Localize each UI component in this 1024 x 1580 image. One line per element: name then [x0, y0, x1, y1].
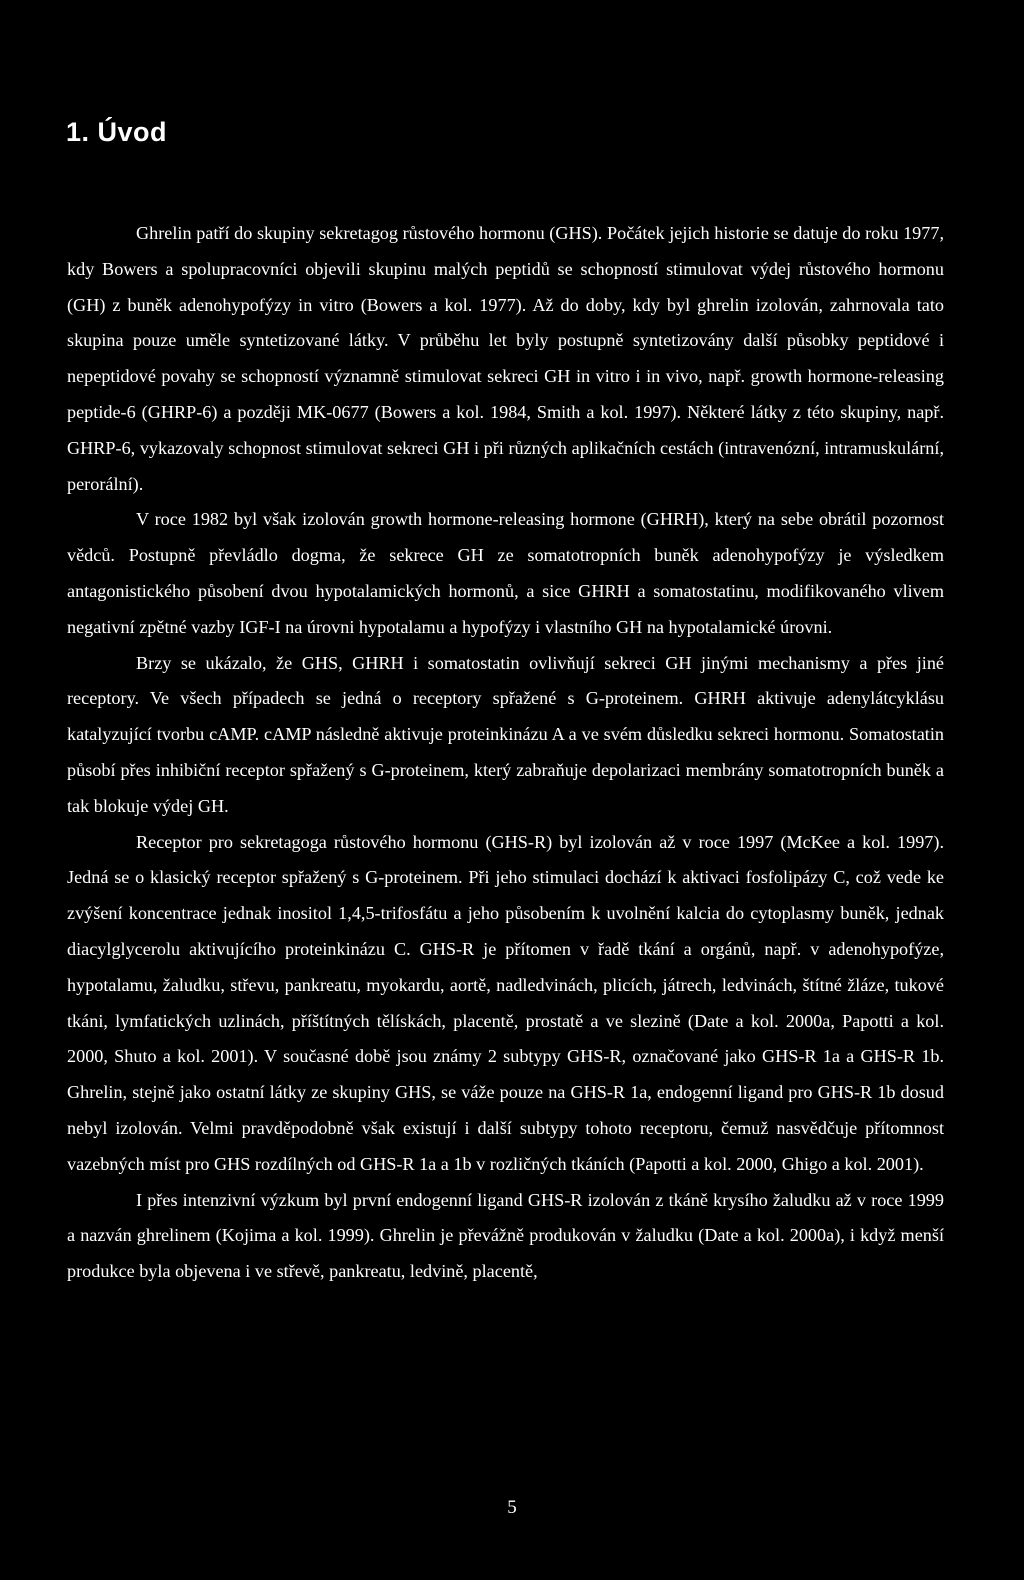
paragraph-5: I přes intenzivní výzkum byl první endogenní ligand GHS-R izolován z tkáně krysího žaludku až v roce 1999 a nazván ghrelinem (Kojima a kol. 1999). Ghrelin je převážně produkován v žaludku (Date a kol. 2000a), i když menší produkce byla objevena i ve střevě, pankreatu, ledvině, placentě,	[67, 1189, 944, 1282]
body-text	[67, 216, 944, 1290]
paragraph-1: Ghrelin patří do skupiny sekretagog růstového hormonu (GHS). Počátek jejich historie se datuje do roku 1977, kdy Bowers a spolupracovníci objevili skupinu malých peptidů se schopností stimulovat výdej růstového hormonu (GH) z buněk adenohypofýzy in vitro (Bowers a kol. 1977). Až do doby, kdy byl ghrelin izolován, zahrnovala tato skupina pouze uměle syntetizované látky. V průběhu let byly postupně syntetizovány další působky peptidové i nepeptidové povahy se schopností významně stimulovat sekreci GH in vitro i in vivo, např. growth hormone-releasing peptide-6 (GHRP-6) a později MK-0677 (Bowers a kol. 1984, Smith a kol. 1997). Některé látky z této skupiny, např. GHRP-6, vykazovaly schopnost stimulovat sekreci GH i při různých aplikačních cestách (intravenózní, intramuskulární, perorální).	[67, 223, 944, 494]
page-number: 5	[507, 1497, 517, 1518]
section-heading: 1. Úvod	[66, 117, 168, 147]
paragraph-4: Receptor pro sekretagoga růstového hormonu (GHS-R) byl izolován až v roce 1997 (McKee a kol. 1997). Jedná se o klasický receptor spřažený s G-proteinem. Při jeho stimulaci dochází k aktivaci fosfolipázy C, což vede ke zvýšení koncentrace jednak inositol 1,4,5-trifosfátu a jeho působením k uvolnění kalcia do cytoplasmy buněk, jednak diacylglycerolu aktivujícího proteinkinázu C. GHS-R je přítomen v řadě tkání a orgánů, např. v adenohypofýze, hypotalamu, žaludku, střevu, pankreatu, myokardu, aortě, nadledvinách, plicích, játrech, ledvinách, štítné žláze, tukové tkáni, lymfatických uzlinách, příštítných tělískách, placentě, prostatě a ve slezině (Date a kol. 2000a, Papotti a kol. 2000, Shuto a kol. 2001). V současné době jsou známy 2 subtypy GHS-R, označované jako GHS-R 1a a GHS-R 1b. Ghrelin, stejně jako ostatní látky ze skupiny GHS, se váže pouze na GHS-R 1a, endogenní ligand pro GHS-R 1b dosud nebyl izolován. Velmi pravděpodobně však existují i další subtypy tohoto receptoru, čemuž nasvědčuje přítomnost vazebných míst pro GHS rozdílných od GHS-R 1a a 1b v rozličných tkáních (Papotti a kol. 2000, Ghigo a kol. 2001).	[67, 831, 944, 1174]
paragraph-3: Brzy se ukázalo, že GHS, GHRH i somatostatin ovlivňují sekreci GH jinými mechanismy a přes jiné receptory. Ve všech případech se jedná o receptory spřažené s G-proteinem. GHRH aktivuje adenylátcyklásu katalyzující tvorbu cAMP. cAMP následně aktivuje proteinkinázu A a ve svém důsledku sekreci hormonu. Somatostatin působí přes inhibiční receptor spřažený s G-proteinem, který zabraňuje depolarizaci membrány somatotropních buněk a tak blokuje výdej GH.	[67, 652, 944, 816]
paragraph-2: V roce 1982 byl však izolován growth hormone-releasing hormone (GHRH), který na sebe obrátil pozornost vědců. Postupně převládlo dogma, že sekrece GH ze somatotropních buněk adenohypofýzy je výsledkem antagonistického působení dvou hypotalamických hormonů, a sice GHRH a somatostatinu, modifikovaného vlivem negativní zpětné vazby IGF-I na úrovni hypotalamu a hypofýzy i vlastního GH na hypotalamické úrovni.	[67, 509, 944, 637]
